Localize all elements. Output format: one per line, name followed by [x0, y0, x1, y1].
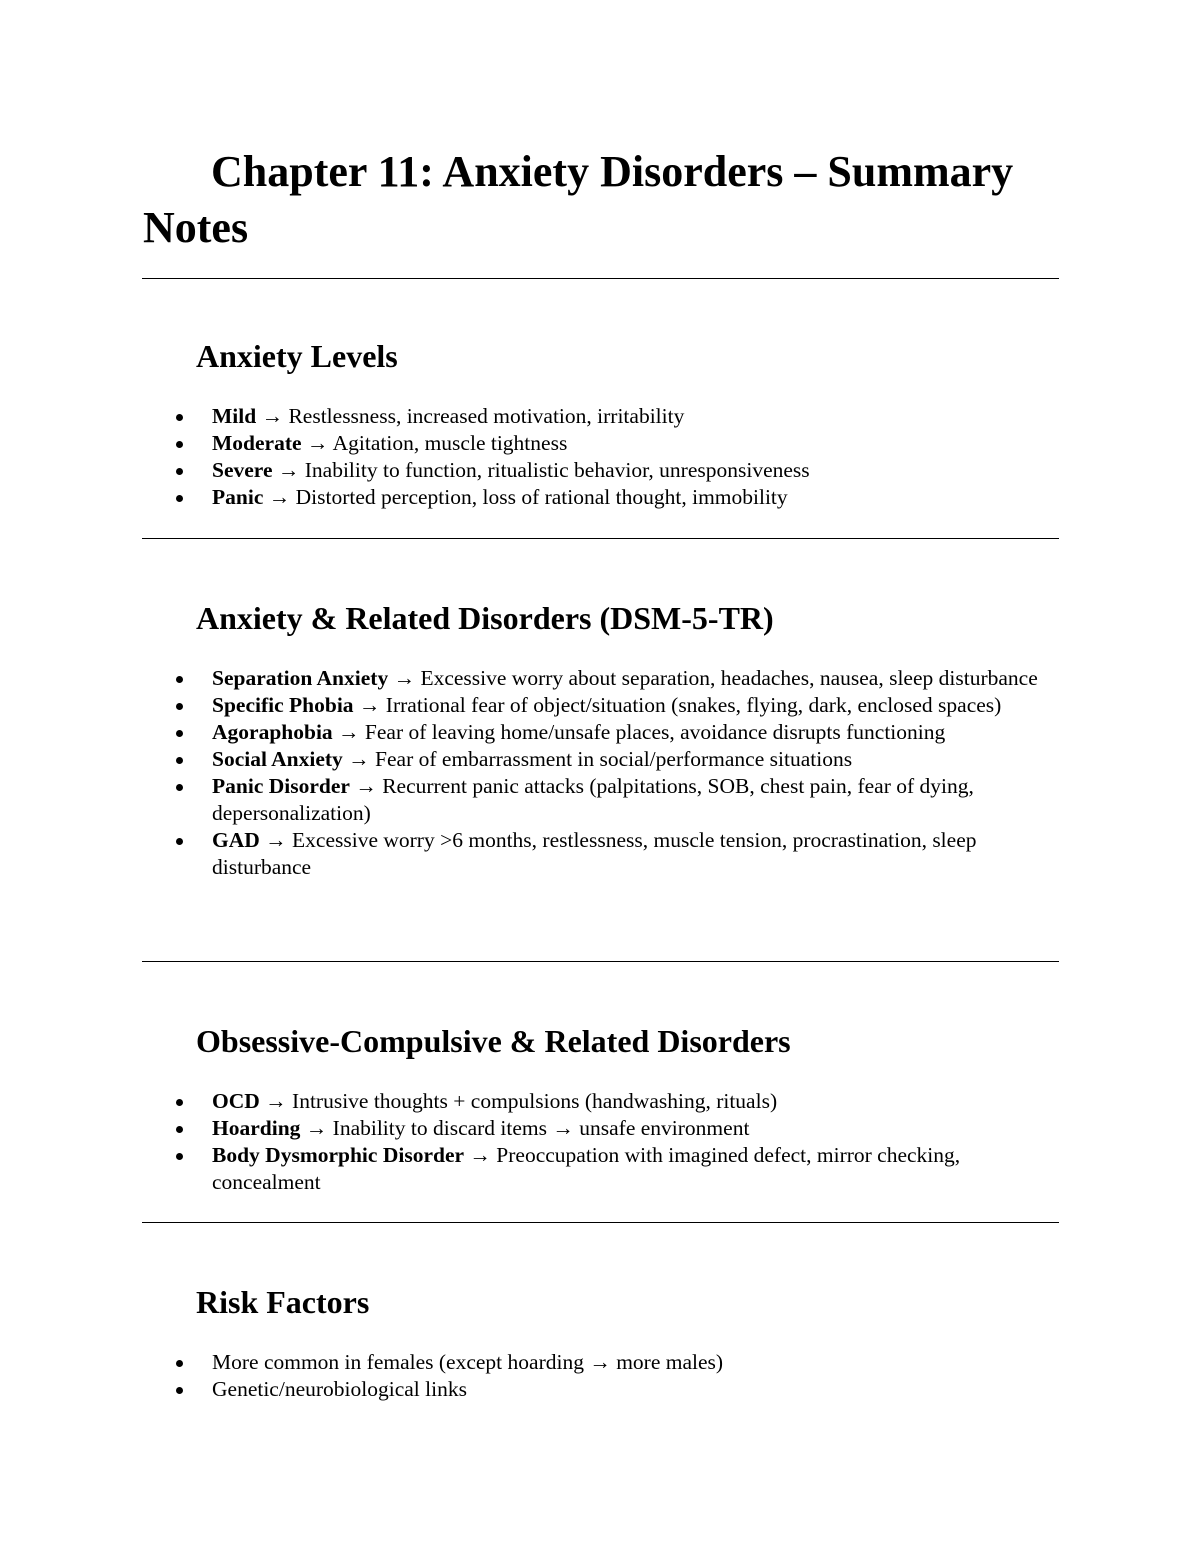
- list-item-term: Severe: [212, 458, 273, 482]
- list-item-text: Genetic/neurobiological links: [212, 1377, 467, 1401]
- bullet-icon: [176, 730, 183, 737]
- list-item-term: Body Dysmorphic Disorder: [212, 1143, 465, 1167]
- arrow-icon: →: [265, 1089, 287, 1113]
- list-item: [212, 1376, 1062, 1403]
- list-item-text: Fear of leaving home/unsafe places, avoidance disrupts functioning: [364, 720, 946, 744]
- anxiety-levels-list: [212, 403, 1062, 511]
- bullet-icon: [176, 495, 183, 502]
- bullet-icon: [176, 441, 183, 448]
- arrow-icon: →: [338, 720, 360, 744]
- section-heading-anxiety-levels: Anxiety Levels: [196, 338, 398, 374]
- list-item-term: Separation Anxiety: [212, 666, 389, 690]
- arrow-icon: →: [261, 404, 284, 428]
- list-item-term: OCD: [212, 1089, 260, 1113]
- section-divider: [142, 1222, 1059, 1223]
- list-item: [212, 403, 1062, 430]
- bullet-icon: [176, 757, 183, 764]
- list-item: [212, 1115, 1062, 1142]
- list-item-text: Excessive worry >6 months, restlessness, muscle tension, procrastination, sleep disturbance: [212, 828, 977, 879]
- list-item: [212, 1349, 1062, 1376]
- bullet-icon: [176, 1360, 183, 1367]
- section-heading-ocd-related-disorders: Obsessive-Compulsive & Related Disorders: [196, 1023, 791, 1059]
- bullet-icon: [176, 1153, 183, 1160]
- page-title: Chapter 11: Anxiety Disorders – Summary Notes: [143, 147, 1014, 252]
- list-item: [212, 719, 1062, 746]
- list-item-text: Distorted perception, loss of rational thought, immobility: [295, 485, 788, 509]
- list-item-text: More common in females (except hoarding → more males): [212, 1350, 724, 1374]
- list-item-text: Restlessness, increased motivation, irritability: [288, 404, 685, 428]
- list-item-term: GAD: [212, 828, 260, 852]
- list-item: [212, 484, 1062, 511]
- bullet-icon: [176, 468, 183, 475]
- list-item: [212, 773, 1062, 827]
- list-item-text: Irrational fear of object/situation (snakes, flying, dark, enclosed spaces): [385, 693, 1002, 717]
- list-item-term: Panic Disorder: [212, 774, 350, 798]
- bullet-icon: [176, 414, 183, 421]
- list-item-text: Inability to discard items → unsafe environment: [332, 1116, 750, 1140]
- list-item-term: Specific Phobia: [212, 693, 354, 717]
- list-item-text: Excessive worry about separation, headaches, nausea, sleep disturbance: [420, 666, 1038, 690]
- list-item-term: Moderate: [212, 431, 302, 455]
- section-heading-anxiety-related-disorders: Anxiety & Related Disorders (DSM-5-TR): [196, 600, 774, 636]
- arrow-icon: →: [306, 431, 329, 455]
- arrow-icon: →: [265, 828, 287, 852]
- list-item-term: Agoraphobia: [212, 720, 333, 744]
- section-heading-risk-factors: Risk Factors: [196, 1284, 370, 1320]
- arrow-icon: →: [305, 1116, 328, 1140]
- list-item-text: Preoccupation with imagined defect, mirror checking, concealment: [212, 1143, 961, 1194]
- ocd-disorders-list: [212, 1088, 1062, 1196]
- list-item-text: Inability to function, ritualistic behavior, unresponsiveness: [304, 458, 810, 482]
- list-item: [212, 430, 1062, 457]
- list-item-text: Recurrent panic attacks (palpitations, SOB, chest pain, fear of dying, depersonalization): [212, 774, 974, 825]
- list-item-term: Mild: [212, 404, 257, 428]
- arrow-icon: →: [277, 458, 300, 482]
- list-item-text: Fear of embarrassment in social/performance situations: [375, 747, 853, 771]
- list-item: [212, 692, 1062, 719]
- list-item: [212, 457, 1062, 484]
- risk-factors-list: [212, 1349, 1062, 1403]
- bullet-icon: [176, 1099, 183, 1106]
- arrow-icon: →: [355, 774, 377, 798]
- bullet-icon: [176, 1126, 183, 1133]
- list-item-term: Social Anxiety: [212, 747, 343, 771]
- list-item: [212, 665, 1062, 692]
- list-item-text: Intrusive thoughts + compulsions (handwashing, rituals): [292, 1089, 778, 1113]
- bullet-icon: [176, 838, 183, 845]
- section-divider: [142, 538, 1059, 539]
- bullet-icon: [176, 703, 183, 710]
- arrow-icon: →: [358, 693, 381, 717]
- list-item: [212, 746, 1062, 773]
- bullet-icon: [176, 676, 183, 683]
- section-divider: [142, 961, 1059, 962]
- list-item-term: Panic: [212, 485, 264, 509]
- bullet-icon: [176, 1387, 183, 1394]
- anxiety-disorders-list: [212, 665, 1062, 881]
- arrow-icon: →: [393, 666, 416, 690]
- list-item: [212, 1142, 1062, 1196]
- arrow-icon: →: [268, 485, 291, 509]
- list-item-text: Agitation, muscle tightness: [332, 431, 568, 455]
- arrow-icon: →: [348, 747, 370, 771]
- arrow-icon: →: [469, 1143, 491, 1167]
- bullet-icon: [176, 784, 183, 791]
- section-divider: [142, 278, 1059, 279]
- list-item: [212, 1088, 1062, 1115]
- list-item-term: Hoarding: [212, 1116, 301, 1140]
- list-item: [212, 827, 1062, 881]
